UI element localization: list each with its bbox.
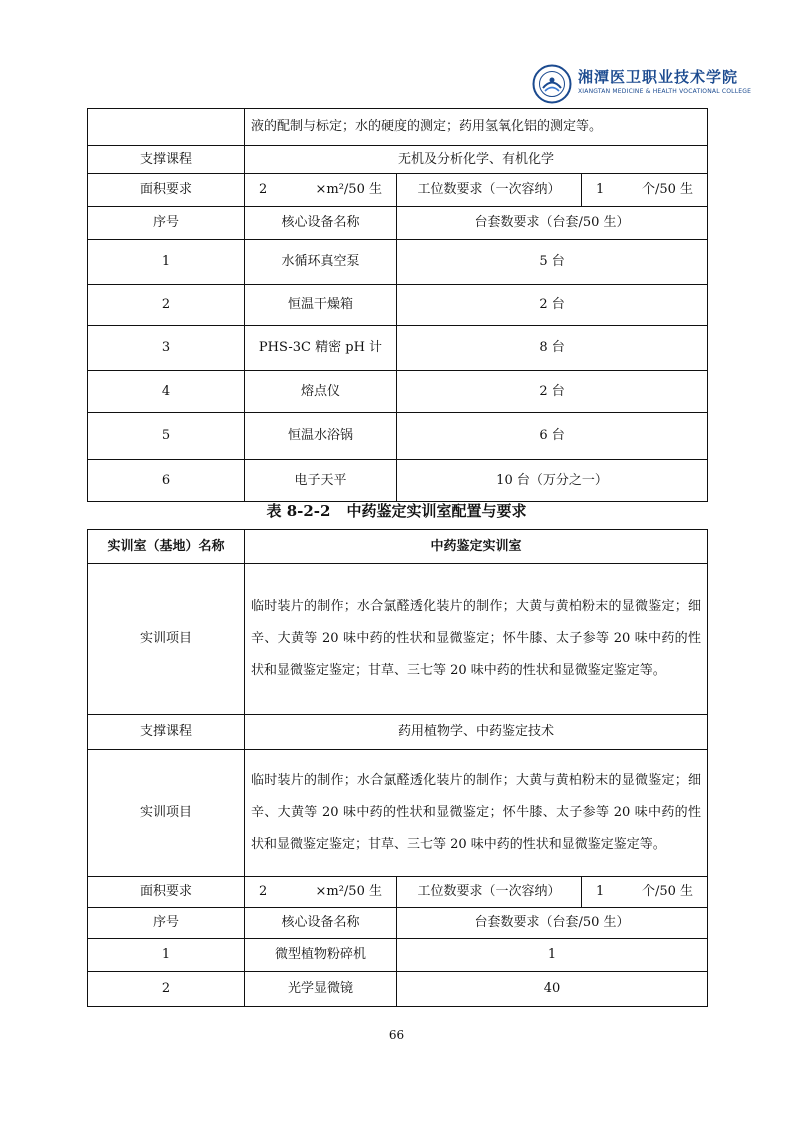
station-number: 1 [596, 884, 605, 899]
table-row [88, 413, 708, 460]
station-unit: 个/50 生 [641, 182, 694, 197]
table-row [88, 285, 708, 326]
area-label: 面积要求 [88, 174, 245, 207]
col-header-name: 核心设备名称 [245, 908, 397, 939]
area-unit: ×m²/50 生 [315, 884, 382, 899]
row-no: 1 [88, 240, 245, 285]
support-course-label: 支撑课程 [88, 715, 245, 750]
equipment-qty: 40 [397, 972, 708, 1007]
area-value [245, 174, 397, 207]
support-course-label: 支撑课程 [88, 146, 245, 174]
project-text: 临时装片的制作；水合氯醛透化装片的制作；大黄与黄柏粉末的显微鉴定；细辛、大黄等 20 味中药的性状和显微鉴定；怀牛膝、太子参等 20 味中药的性状和显微鉴定鉴定；甘草、三七等 20 味中药的性状和显微鉴定鉴定等。 [245, 564, 708, 715]
table-header-row [88, 908, 708, 939]
equipment-name: 恒温水浴锅 [245, 413, 397, 460]
col-header-no: 序号 [88, 207, 245, 240]
school-logo [532, 62, 752, 108]
area-number: 2 [259, 884, 268, 899]
table-caption-number: 表 8-2-2 [266, 502, 331, 520]
table-header-row [88, 207, 708, 240]
table-row [88, 326, 708, 371]
equipment-name: 光学显微镜 [245, 972, 397, 1007]
project-label: 实训项目 [88, 564, 245, 715]
support-course-value: 无机及分析化学、有机化学 [245, 146, 708, 174]
table-caption-title: 中药鉴定实训室配置与要求 [346, 502, 527, 520]
col-header-name: 核心设备名称 [245, 207, 397, 240]
equipment-name: 水循环真空泵 [245, 240, 397, 285]
station-value [582, 877, 708, 908]
col-header-qty: 台套数要求（台套/50 生） [397, 207, 708, 240]
table-row [88, 530, 708, 564]
school-name-en: XIANGTAN MEDICINE & HEALTH VOCATIONAL COLLEGE [578, 88, 752, 95]
school-seal-icon [532, 64, 572, 104]
table-row [88, 174, 708, 207]
table-caption [0, 500, 793, 521]
col-header-no: 序号 [88, 908, 245, 939]
station-label: 工位数要求（一次容纳） [397, 174, 582, 207]
tcm-lab-table [87, 529, 708, 1007]
row-no: 3 [88, 326, 245, 371]
project-text-tail: 液的配制与标定；水的硬度的测定；药用氢氧化铝的测定等。 [245, 109, 708, 146]
row-no: 6 [88, 460, 245, 502]
lab-table-continued [87, 108, 708, 502]
room-label: 实训室（基地）名称 [88, 530, 245, 564]
equipment-name: 熔点仪 [245, 371, 397, 413]
equipment-qty: 2 台 [397, 371, 708, 413]
equipment-name: PHS-3C 精密 pH 计 [245, 326, 397, 371]
station-value [582, 174, 708, 207]
project-text: 临时装片的制作；水合氯醛透化装片的制作；大黄与黄柏粉末的显微鉴定；细辛、大黄等 20 味中药的性状和显微鉴定；怀牛膝、太子参等 20 味中药的性状和显微鉴定鉴定；甘草、三七等 20 味中药的性状和显微鉴定鉴定等。 [245, 750, 708, 877]
row-no: 4 [88, 371, 245, 413]
station-number: 1 [596, 182, 605, 197]
equipment-qty: 8 台 [397, 326, 708, 371]
school-name: 湘潭医卫职业技术学院 [578, 68, 739, 86]
col-header-qty: 台套数要求（台套/50 生） [397, 908, 708, 939]
row-no: 2 [88, 972, 245, 1007]
equipment-name: 电子天平 [245, 460, 397, 502]
station-label: 工位数要求（一次容纳） [397, 877, 582, 908]
table-row [88, 715, 708, 750]
equipment-qty: 6 台 [397, 413, 708, 460]
row-no: 2 [88, 285, 245, 326]
area-label: 面积要求 [88, 877, 245, 908]
station-unit: 个/50 生 [641, 884, 693, 899]
table-row [88, 564, 708, 715]
table-row [88, 146, 708, 174]
equipment-name: 微型植物粉碎机 [245, 939, 397, 972]
table-row [88, 972, 708, 1007]
table-row [88, 750, 708, 877]
table-row [88, 460, 708, 502]
support-course-value: 药用植物学、中药鉴定技术 [245, 715, 708, 750]
table-row [88, 109, 708, 146]
equipment-qty: 10 台（万分之一） [397, 460, 708, 502]
row-no: 1 [88, 939, 245, 972]
page-number: 66 [388, 1028, 405, 1042]
project-label: 实训项目 [88, 750, 245, 877]
equipment-qty: 2 台 [397, 285, 708, 326]
equipment-name: 恒温干燥箱 [245, 285, 397, 326]
row-no: 5 [88, 413, 245, 460]
equipment-qty: 1 [397, 939, 708, 972]
table-row [88, 939, 708, 972]
area-value [245, 877, 397, 908]
equipment-qty: 5 台 [397, 240, 708, 285]
table-row [88, 371, 708, 413]
table-row [88, 240, 708, 285]
table-row [88, 877, 708, 908]
room-value: 中药鉴定实训室 [245, 530, 708, 564]
area-unit: ×m²/50 生 [315, 182, 382, 197]
area-number: 2 [259, 182, 268, 197]
